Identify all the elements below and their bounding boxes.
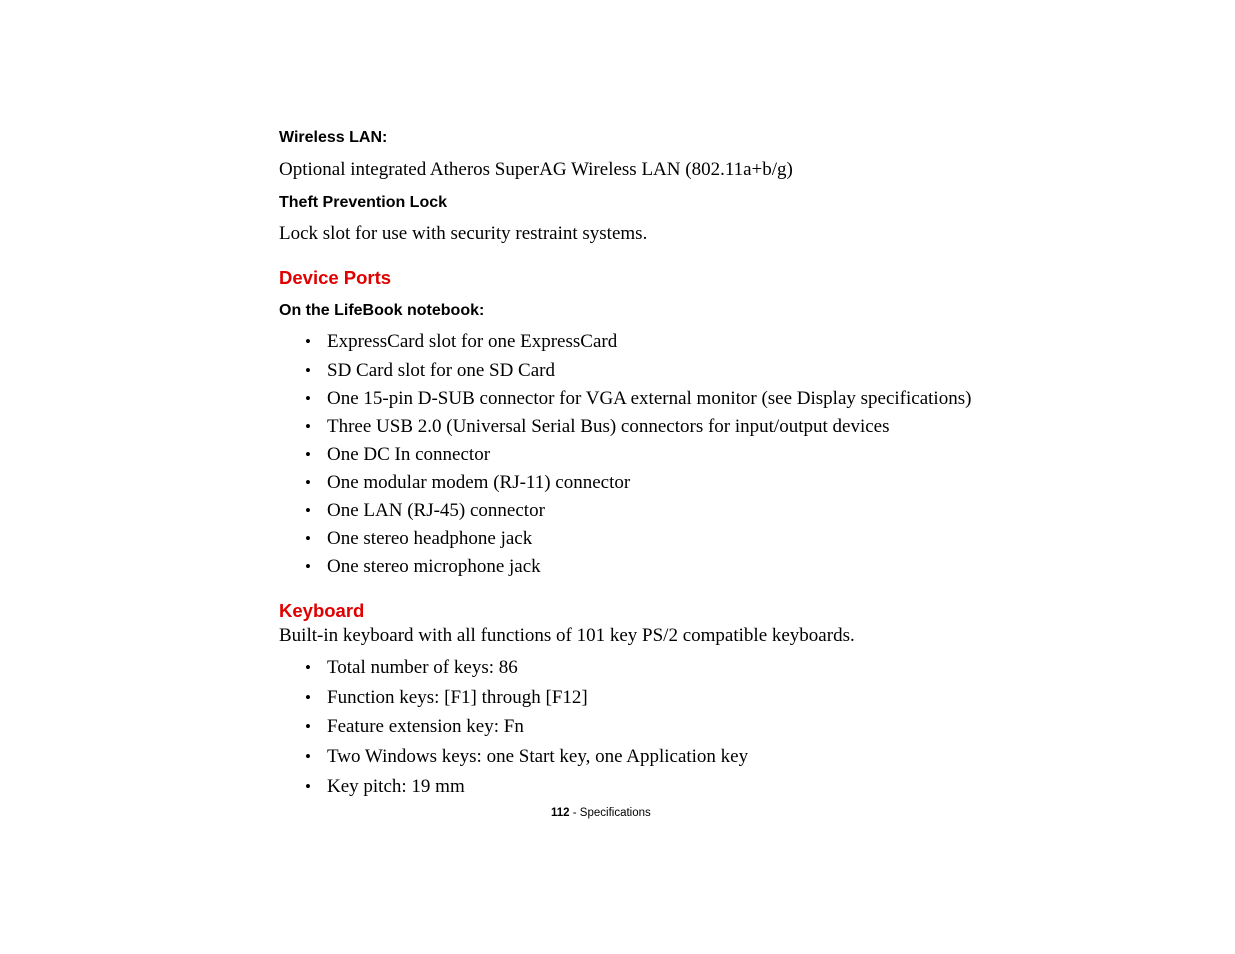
list-item [305, 746, 748, 768]
footer-section: Specifications [579, 807, 651, 819]
footer-separator: - [569, 807, 580, 819]
list-item-text: Total number of keys: 86 [327, 657, 518, 678]
bullet-icon: • [305, 332, 311, 351]
wireless-lan-text: Optional integrated Atheros SuperAG Wireless LAN (802.11a+b/g) [279, 159, 793, 180]
footer-page-number: 112 [551, 807, 570, 819]
bullet-icon: • [305, 361, 311, 380]
list-item [305, 360, 555, 382]
bullet-icon: • [305, 717, 311, 736]
list-item [305, 500, 545, 522]
list-item [305, 388, 971, 410]
bullet-icon: • [305, 529, 311, 548]
device-ports-subheading: On the LifeBook notebook: [279, 302, 485, 319]
page-footer [551, 807, 651, 819]
list-item-text: Two Windows keys: one Start key, one Application key [327, 746, 749, 767]
list-item [305, 687, 588, 709]
list-item-text: Three USB 2.0 (Universal Serial Bus) connectors for input/output devices [327, 416, 890, 437]
list-item-text: SD Card slot for one SD Card [327, 360, 555, 381]
bullet-icon: • [305, 445, 311, 464]
list-item [305, 776, 465, 798]
keyboard-text: Built-in keyboard with all functions of 101 key PS/2 compatible keyboards. [279, 625, 855, 646]
list-item [305, 716, 524, 738]
bullet-icon: • [305, 688, 311, 707]
list-item [305, 416, 890, 438]
bullet-icon: • [305, 501, 311, 520]
bullet-icon: • [305, 557, 311, 576]
list-item-text: One modular modem (RJ-11) connector [327, 472, 631, 493]
theft-prevention-text: Lock slot for use with security restraint systems. [279, 223, 648, 244]
list-item [305, 331, 617, 353]
device-ports-heading: Device Ports [279, 267, 392, 288]
keyboard-heading: Keyboard [279, 600, 365, 621]
bullet-icon: • [305, 747, 311, 766]
list-item [305, 528, 532, 550]
bullet-icon: • [305, 658, 311, 677]
list-item-text: Function keys: [F1] through [F12] [327, 687, 588, 708]
list-item-text: One LAN (RJ-45) connector [327, 500, 545, 521]
bullet-icon: • [305, 417, 311, 436]
list-item-text: One 15-pin D-SUB connector for VGA external monitor (see Display specifications) [327, 388, 972, 409]
bullet-icon: • [305, 389, 311, 408]
list-item-text: One stereo microphone jack [327, 556, 541, 577]
list-item [305, 556, 541, 578]
bullet-icon: • [305, 777, 311, 796]
bullet-icon: • [305, 473, 311, 492]
list-item [305, 657, 518, 679]
wireless-lan-heading: Wireless LAN: [279, 129, 388, 146]
list-item-text: One stereo headphone jack [327, 528, 533, 549]
list-item [305, 444, 490, 466]
list-item-text: Feature extension key: Fn [327, 716, 524, 737]
theft-prevention-heading: Theft Prevention Lock [279, 194, 448, 211]
list-item [305, 472, 630, 494]
list-item-text: Key pitch: 19 mm [327, 776, 465, 797]
list-item-text: ExpressCard slot for one ExpressCard [327, 331, 618, 352]
list-item-text: One DC In connector [327, 444, 491, 465]
